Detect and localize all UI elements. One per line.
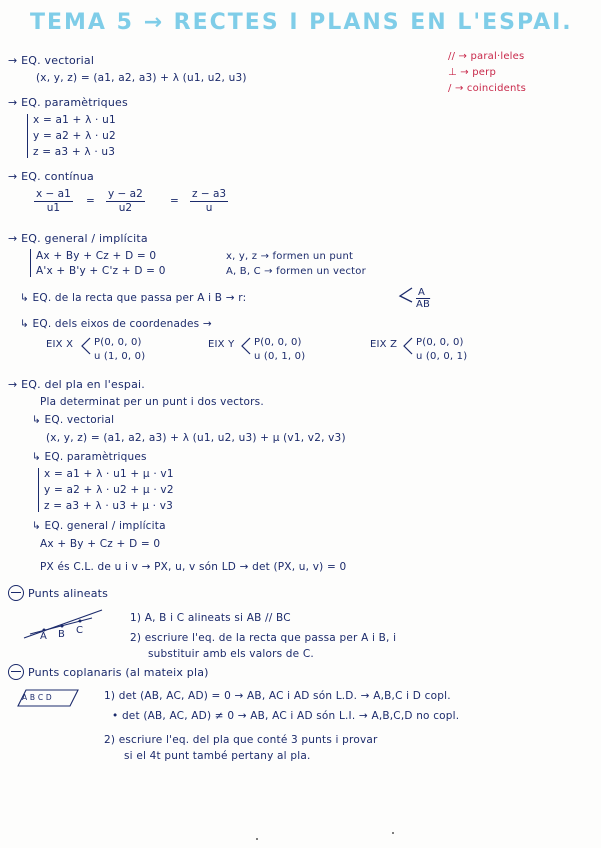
continuous-heading: → EQ. contínua — [8, 170, 94, 183]
legend-perpendicular: ⊥ → perp — [448, 67, 497, 78]
general-note-point: x, y, z → formen un punt — [226, 251, 354, 262]
axis-y-point: P(0, 0, 0) — [254, 337, 302, 348]
axis-x-point: P(0, 0, 0) — [94, 337, 142, 348]
axes-heading: ↳ EQ. dels eixos de coordenades → — [20, 318, 212, 330]
paper-speck — [256, 838, 258, 840]
coplanar-rule-2: 2) escriure l'eq. del pla que conté 3 punts i provar — [104, 734, 378, 746]
equals-sign: = — [86, 195, 95, 207]
point-label-c: C — [76, 625, 84, 636]
general-heading: → EQ. general / implícita — [8, 232, 148, 245]
axis-z-point: P(0, 0, 0) — [416, 337, 464, 348]
general-note-vector: A, B, C → formen un vector — [226, 266, 366, 277]
two-points-vector: $\overline{AB}$ — [416, 299, 431, 310]
general-brace — [30, 249, 31, 277]
coplanar-rule-1: 1) det (AB, AC, AD) = 0 → AB, AC i AD són L.D. → A,B,C i D copl. — [104, 690, 451, 702]
brace-icon — [80, 336, 92, 356]
plane-linear-combination: PX és C.L. de u i v → PX, u, v són LD → det (PX, u, v) = 0 — [40, 561, 347, 573]
continuous-fraction-z: $\frac{z - a3}{u}$ — [192, 188, 227, 214]
legend-parallel: // → paral·leles — [448, 51, 525, 62]
aligned-rule-2-cont: substituir amb els valors de C. — [148, 648, 314, 660]
parametric-x: x = a1 + λ · u1 — [33, 114, 116, 126]
page-title: TEMA 5 → RECTES I PLANS EN L'ESPAI. — [30, 10, 573, 35]
plane-parametric-brace — [38, 468, 39, 512]
aligned-heading: Punts alineats — [28, 587, 109, 600]
minus-circle-icon — [8, 585, 24, 601]
axis-x-label: EIX X — [46, 339, 74, 350]
general-equation-1: Ax + By + Cz + D = 0 — [36, 250, 157, 262]
coplanar-heading: Punts coplanaris (al mateix pla) — [28, 666, 209, 679]
plane-parametric-heading: ↳ EQ. paramètriques — [32, 451, 147, 463]
parametric-brace — [27, 114, 28, 158]
parametric-heading: → EQ. paramètriques — [8, 96, 128, 109]
axis-x-vector: u (1, 0, 0) — [94, 351, 146, 362]
axis-z-label: EIX Z — [370, 339, 398, 350]
coplanar-rule-2-cont: si el 4t punt també pertany al pla. — [124, 750, 311, 762]
plane-vectorial-heading: ↳ EQ. vectorial — [32, 414, 115, 426]
continuous-fraction-y: $\frac{y - a2}{u2}$ — [108, 188, 143, 214]
legend-coincident: / → coincidents — [448, 83, 527, 94]
aligned-rule-1: 1) A, B i C alineats si AB // BC — [130, 612, 291, 624]
parametric-z: z = a3 + λ · u3 — [33, 146, 116, 158]
general-equation-2: A'x + B'y + C'z + D = 0 — [36, 265, 166, 277]
plane-general-heading: ↳ EQ. general / implícita — [32, 520, 166, 532]
equals-sign: = — [170, 195, 179, 207]
two-points-point: A — [418, 287, 426, 298]
axis-z-vector: u (0, 0, 1) — [416, 351, 468, 362]
vectorial-heading: → EQ. vectorial — [8, 54, 95, 67]
axis-y-label: EIX Y — [208, 339, 235, 350]
parametric-y: y = a2 + λ · u2 — [33, 130, 116, 142]
angle-bracket-icon — [398, 286, 414, 304]
plane-sketch-points: A B C D — [22, 693, 52, 702]
continuous-fraction-x: $\frac{x - a1}{u1}$ — [36, 188, 71, 214]
brace-icon — [240, 336, 252, 356]
paper-speck — [392, 832, 394, 834]
coplanar-rule-1b: • det (AB, AC, AD) ≠ 0 → AB, AC i AD són L.I. → A,B,C,D no copl. — [112, 710, 460, 722]
point-label-a: A — [40, 631, 48, 642]
aligned-rule-2: 2) escriure l'eq. de la recta que passa per A i B, i — [130, 632, 397, 644]
plane-heading: → EQ. del pla en l'espai. — [8, 378, 145, 391]
point-label-b: B — [58, 629, 66, 640]
two-points-line-equation: ↳ EQ. de la recta que passa per A i B → r: — [20, 292, 247, 304]
vectorial-equation: (x, y, z) = (a1, a2, a3) + λ (u1, u2, u3) — [36, 72, 247, 84]
minus-circle-icon — [8, 664, 24, 680]
plane-general-equation: Ax + By + Cz + D = 0 — [40, 538, 161, 550]
plane-parametric-y: y = a2 + λ · u2 + μ · v2 — [44, 484, 174, 496]
plane-parametric-x: x = a1 + λ · u1 + μ · v1 — [44, 468, 174, 480]
axis-y-vector: u (0, 1, 0) — [254, 351, 306, 362]
brace-icon — [402, 336, 414, 356]
plane-parametric-z: z = a3 + λ · u3 + μ · v3 — [44, 500, 173, 512]
plane-description: Pla determinat per un punt i dos vectors. — [40, 396, 264, 408]
plane-vectorial-equation: (x, y, z) = (a1, a2, a3) + λ (u1, u2, u3) + μ (v1, v2, v3) — [46, 432, 346, 444]
